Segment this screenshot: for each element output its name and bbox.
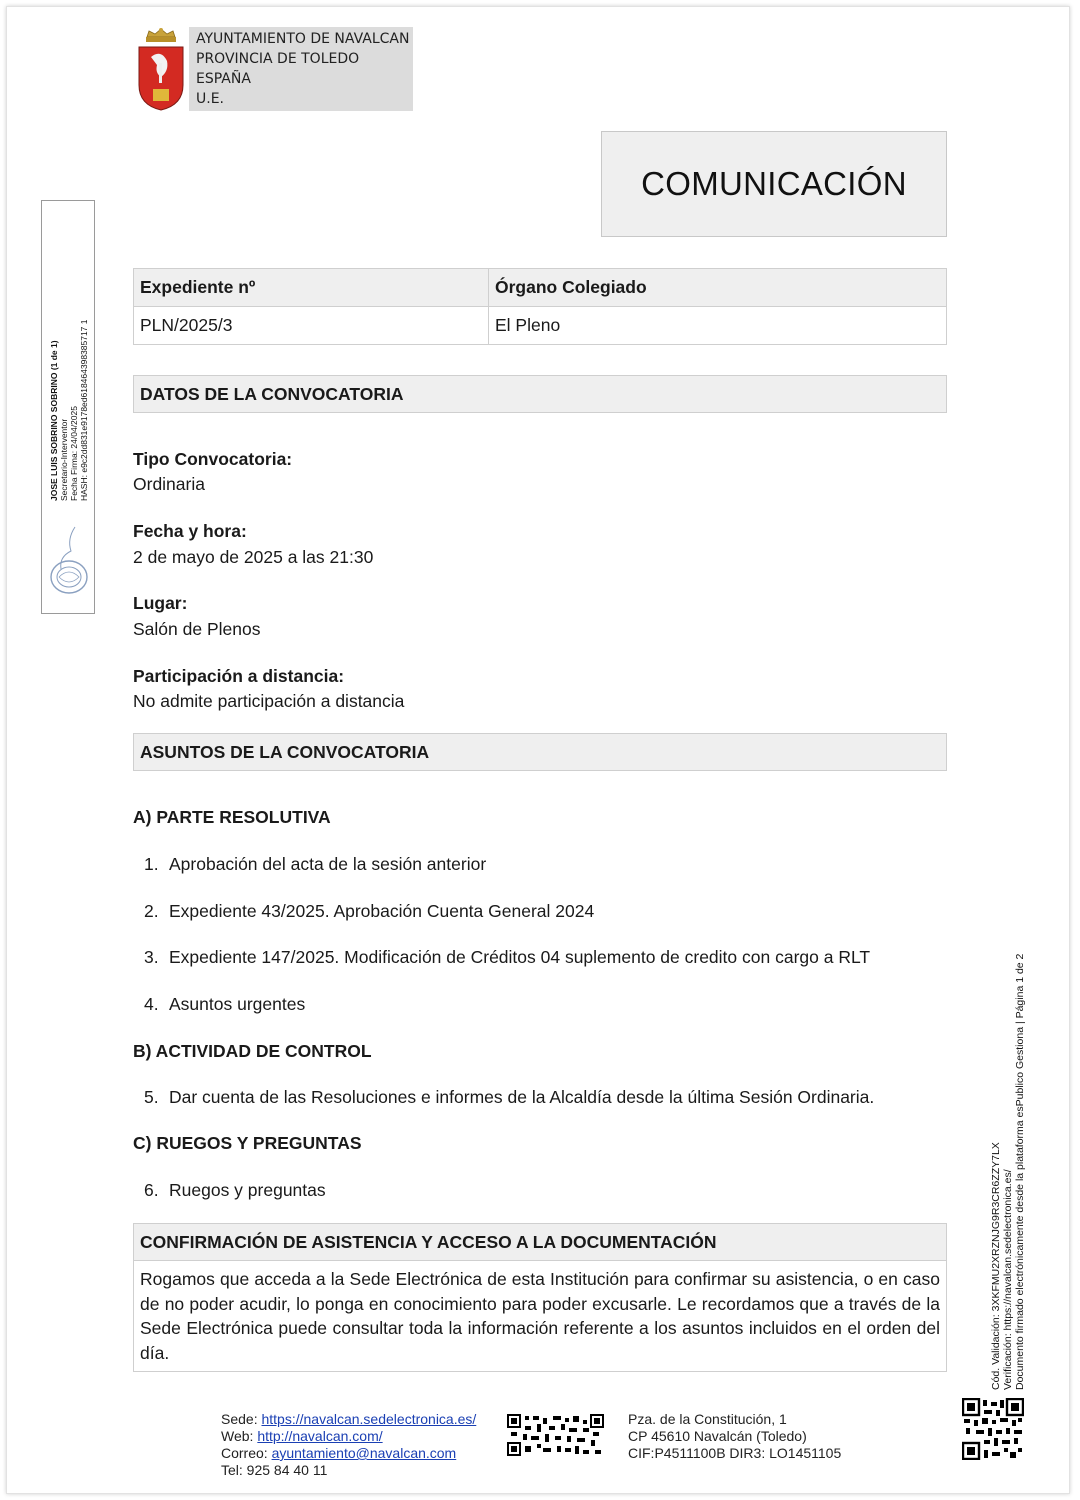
signer-name: JOSE LUIS SOBRINO SOBRINO (1 de 1) [49, 340, 59, 501]
document-title: COMUNICACIÓN [601, 131, 947, 237]
distancia-label: Participación a distancia: [133, 666, 345, 686]
municipality-header [133, 27, 413, 112]
agenda-item-number: 2. [144, 901, 159, 921]
correo-label: Correo: [221, 1445, 268, 1461]
footer-contact [221, 1411, 476, 1479]
agenda-item-number: 1. [144, 854, 159, 874]
part-c-heading: C) RUEGOS Y PREGUNTAS [133, 1133, 362, 1153]
expediente-value: PLN/2025/3 [134, 307, 489, 345]
signature-text [49, 201, 89, 501]
part-b-heading: B) ACTIVIDAD DE CONTROL [133, 1041, 372, 1061]
expediente-header: Expediente nº [134, 269, 489, 307]
agenda-item [144, 994, 305, 1015]
part-a-heading: A) PARTE RESOLUTIVA [133, 807, 331, 827]
expediente-table [133, 268, 947, 345]
section-confirmacion-header: CONFIRMACIÓN DE ASISTENCIA Y ACCESO A LA DOCUMENTACIÓN [133, 1223, 947, 1261]
signer-role: Secretario-Interventor [59, 418, 69, 501]
address-line: CIF:P4511100B DIR3: LO1451105 [628, 1445, 842, 1461]
agenda-item [144, 901, 594, 922]
agenda-item [144, 854, 486, 875]
agenda-item-text: Expediente 43/2025. Aprobación Cuenta General 2024 [169, 901, 595, 921]
web-link[interactable]: http://navalcan.com/ [257, 1428, 383, 1444]
agenda-item-number: 6. [144, 1180, 159, 1200]
agenda-item [144, 1180, 326, 1201]
address-line: Pza. de la Constitución, 1 [628, 1411, 787, 1427]
agenda-item-text: Ruegos y preguntas [169, 1180, 326, 1200]
agenda-item-number: 5. [144, 1087, 159, 1107]
footer-address [628, 1411, 841, 1462]
lugar-value: Salón de Plenos [133, 619, 261, 639]
agenda-item-text: Asuntos urgentes [169, 994, 306, 1014]
fecha-value: 2 de mayo de 2025 a las 21:30 [133, 547, 374, 567]
verification-qr-code-icon [962, 1398, 1024, 1460]
org-line: AYUNTAMIENTO DE NAVALCAN [196, 31, 410, 47]
organization-name-box [189, 27, 413, 111]
verification-url: Verificación: https://navalcan.sedelectronica.es/ [1002, 1169, 1014, 1390]
signature-seal-icon [47, 521, 91, 601]
agenda-item-text: Dar cuenta de las Resoluciones e informes de la Alcaldía desde la última Sesión Ordinaria. [169, 1087, 875, 1107]
org-line: ESPAÑA [196, 71, 251, 87]
agenda-item-text: Aprobación del acta de la sesión anterior [169, 854, 487, 874]
web-label: Web: [221, 1428, 254, 1444]
org-line: PROVINCIA DE TOLEDO [196, 51, 360, 67]
tipo-label: Tipo Convocatoria: [133, 449, 293, 469]
sede-label: Sede: [221, 1411, 258, 1427]
section-datos-header: DATOS DE LA CONVOCATORIA [133, 375, 947, 413]
agenda-item-text: Expediente 147/2025. Modificación de Créditos 04 suplemento de credito con cargo a RLT [169, 947, 871, 967]
agenda-item-number: 4. [144, 994, 159, 1014]
agenda-item [144, 947, 870, 968]
email-link[interactable]: ayuntamiento@navalcan.com [271, 1445, 457, 1461]
organo-value: El Pleno [489, 307, 947, 345]
lugar-label: Lugar: [133, 593, 188, 613]
verification-text [990, 940, 1026, 1390]
tipo-value: Ordinaria [133, 474, 205, 494]
coat-of-arms-icon [133, 27, 189, 112]
distancia-value: No admite participación a distancia [133, 691, 405, 711]
address-line: CP 45610 Navalcán (Toledo) [628, 1428, 807, 1444]
signature-stamp [41, 200, 95, 614]
sede-link[interactable]: https://navalcan.sedelectronica.es/ [261, 1411, 477, 1427]
signature-date: Fecha Firma: 24/04/2025 [69, 406, 79, 501]
section-asuntos-header: ASUNTOS DE LA CONVOCATORIA [133, 733, 947, 771]
validation-code: Cód. Validación: 3XKFMU2XRZNJG9R3CR6ZZY7LX [990, 1142, 1002, 1390]
agenda-item [144, 1087, 874, 1108]
organo-header: Órgano Colegiado [489, 269, 947, 307]
platform-note: Documento firmado electrónicamente desde la plataforma esPublico Gestiona | Página 1 de 2 [1014, 953, 1026, 1390]
fecha-label: Fecha y hora: [133, 521, 247, 541]
phone-number: Tel: 925 84 40 11 [221, 1462, 328, 1478]
signature-hash: HASH: e9c2dd831e9178ed618464398385717 1 [79, 319, 89, 501]
confirmacion-body: Rogamos que acceda a la Sede Electrónica de esta Institución para confirmar su asistencia, o en caso de no poder acudir, lo ponga en conocimiento para poder excusarle. Le recordamos que a través de la Sede Electrónica puede consultar toda la información referente a los asuntos incluidos en el orden del día. [133, 1261, 947, 1372]
agenda-item-number: 3. [144, 947, 159, 967]
qr-code-icon [507, 1414, 604, 1456]
org-line: U.E. [196, 91, 224, 107]
